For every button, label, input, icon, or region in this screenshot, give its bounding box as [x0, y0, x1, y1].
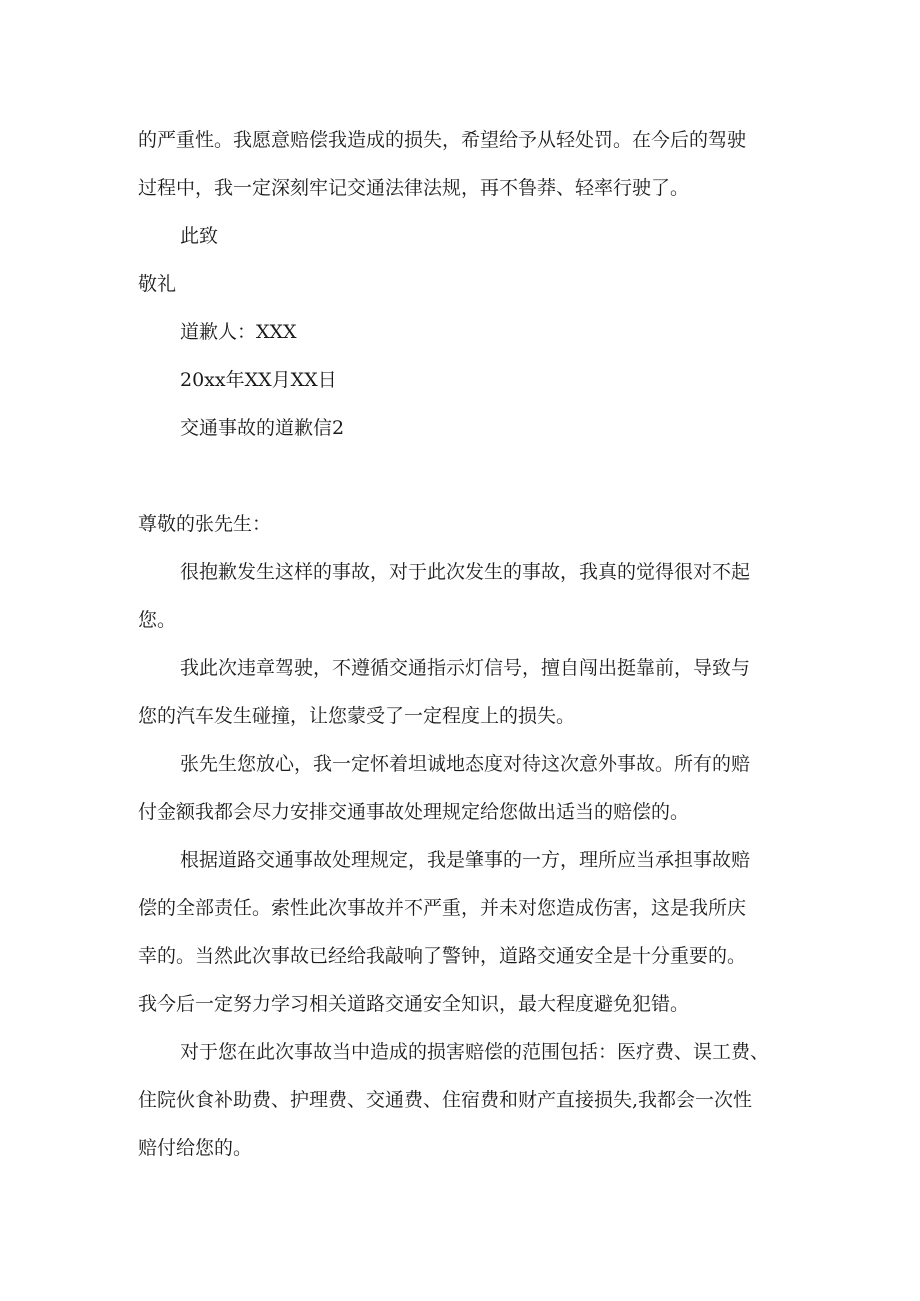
closing-ci-zhi: 此致 [180, 225, 219, 247]
paragraph-line: 张先生您放心，我一定怀着坦诚地态度对待这次意外事故。所有的赔 [180, 753, 751, 775]
paragraph-line: 我此次违章驾驶，不遵循交通指示灯信号，擅自闯出挺靠前，导致与 [180, 657, 751, 679]
closing-jing-li: 敬礼 [138, 273, 177, 295]
signature: 道歉人：XXX [180, 321, 297, 343]
letter-text [138, 116, 788, 1172]
paragraph-line: 您的汽车发生碰撞，让您蒙受了一定程度上的损失。 [138, 705, 576, 727]
paragraph-line: 赔付给您的。 [138, 1137, 253, 1159]
date: 20xx年XX月XX日 [180, 369, 337, 391]
paragraph-line: 根据道路交通事故处理规定，我是肇事的一方，理所应当承担事故赔 [180, 849, 751, 871]
paragraph-line: 幸的。当然此次事故已经给我敲响了警钟，道路交通安全是十分重要的。 [138, 945, 747, 967]
paragraph-line: 对于您在此次事故当中造成的损害赔偿的范围包括：医疗费、误工费、 [180, 1041, 770, 1063]
paragraph-line: 您。 [138, 609, 177, 631]
salutation: 尊敬的张先生： [138, 513, 272, 535]
paragraph-line: 过程中，我一定深刻牢记交通法律法规，再不鲁莽、轻率行驶了。 [138, 177, 690, 199]
spacer [138, 452, 788, 500]
letter-title: 交通事故的道歉信2 [180, 417, 345, 439]
paragraph-line: 的严重性。我愿意赔偿我造成的损失，希望给予从轻处罚。在今后的驾驶 [138, 129, 747, 151]
paragraph-line: 付金额我都会尽力安排交通事故处理规定给您做出适当的赔偿的。 [138, 801, 690, 823]
paragraph-line: 住院伙食补助费、护理费、交通费、住宿费和财产直接损失,我都会一次性 [138, 1089, 753, 1111]
paragraph-line: 偿的全部责任。索性此次事故并不严重，并未对您造成伤害，这是我所庆 [138, 897, 747, 919]
paragraph-line: 很抱歉发生这样的事故，对于此次发生的事故，我真的觉得很对不起 [180, 561, 751, 583]
paragraph-line: 我今后一定努力学习相关道路交通安全知识，最大程度避免犯错。 [138, 993, 690, 1015]
